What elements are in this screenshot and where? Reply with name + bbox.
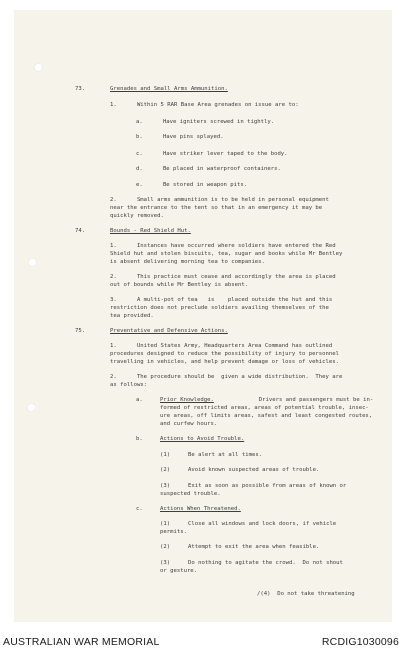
section-75-number: 75. [75, 328, 86, 334]
section-75-b-item-3-num: (3) [160, 483, 171, 489]
section-74-heading: Bounds - Red Shield Hut. [110, 228, 191, 234]
section-75-a-text-line-1: Drivers and passengers must be in- [252, 397, 374, 403]
section-75-c-item-1-cont: permits. [160, 529, 187, 535]
section-75-c-item-2-num: (2) [160, 544, 171, 550]
section-74-number: 74. [75, 228, 86, 234]
section-74-para-3-line-3: tea provided. [110, 313, 154, 319]
section-74-para-1-line-1: 1. Instances have occurred where soldiers have entered the Red [110, 243, 336, 249]
punch-hole-middle [28, 258, 37, 267]
section-74-para-3-line-2: restriction does not preclude soldiers availing themselves of the [110, 305, 329, 311]
section-75-b-item-1-text: Be alert at all times. [188, 452, 263, 458]
section-75-c-item-3-cont: or gesture. [160, 568, 198, 574]
section-75-para-1-line-3: travelling in vehicles, and help prevent damage or loss of vehicles. [110, 359, 340, 365]
punch-hole-top [34, 63, 43, 72]
section-75-heading: Preventative and Defensive Actions. [110, 328, 228, 334]
section-73-para-2-line-3: quickly removed. [110, 213, 164, 219]
section-75-c-item-3-text: Do nothing to agitate the crowd. Do not shout [188, 560, 343, 566]
section-74-para-1-line-2: Shield hut and stolen biscuits, tea, sugar and books while Mr Bentley [110, 251, 343, 257]
section-75-a-text-line-3: ure areas, off limits areas, safest and least congested routes, [160, 413, 373, 419]
section-75-para-1-line-1: 1. United States Army, Headquarters Area Command has outlined [110, 343, 333, 349]
archive-footer-right: RCDIG1030096 [321, 636, 399, 648]
section-74-para-2-line-2: out of bounds while Mr Bentley is absent. [110, 282, 249, 288]
section-75-b-item-2-num: (2) [160, 467, 171, 473]
section-75-a-text-line-2: formed of restricted areas, areas of potential trouble, insec- [160, 405, 369, 411]
section-75-b-heading: Actions to Avoid Trouble. [160, 436, 245, 442]
section-74-para-3-line-1: 3. A multi-pot of tea is placed outside the hut and this [110, 297, 333, 303]
section-73-para-2-line-2: near the entrance to the tent so that in an emergency it may be [110, 205, 323, 211]
section-75-para-2-line-2: as follows: [110, 382, 148, 388]
section-75-b-item-3-cont: suspected trouble. [160, 491, 221, 497]
section-75-c-item-3-num: (3) [160, 560, 171, 566]
archive-footer-left: AUSTRALIAN WAR MEMORIAL [3, 636, 160, 648]
continuation-note: /(4) Do not take threatening [257, 591, 355, 597]
section-75-c-heading: Actions When Threatened. [160, 506, 241, 512]
section-73-item-b: b. Have pins splayed. [136, 134, 224, 140]
punch-hole-bottom [27, 403, 36, 412]
section-75-a-heading: Prior Knowledge. [160, 397, 214, 403]
section-75-para-2-line-1: 2. The procedure should be given a wide distribution. They are [110, 374, 343, 380]
section-73-item-d: d. Be placed in waterproof containers. [136, 166, 281, 172]
section-73-para-1: 1. Within 5 RAR Base Area grenades on issue are to: [110, 102, 299, 108]
section-75-a-text-line-4: and curfew hours. [160, 421, 218, 427]
section-73-para-2-line-1: 2. Small arms ammunition is to be held in personal equipment [110, 197, 329, 203]
section-73-item-e: e. Be stored in weapon pits. [136, 182, 248, 188]
section-73-item-a: a. Have igniters screwed in tightly. [136, 119, 275, 125]
section-75-b-item-2-text: Avoid known suspected areas of trouble. [188, 467, 320, 473]
section-73-number: 73. [75, 86, 86, 92]
section-75-b-item-3-text: Exit as soon as possible from areas of known or [188, 483, 347, 489]
section-73-heading: Grenades and Small Arms Ammunition. [110, 86, 228, 92]
section-75-para-1-line-2: procedures designed to reduce the possibility of injury to personnel [110, 351, 340, 357]
section-74-para-1-line-3: is absent delivering morning tea to companies. [110, 259, 265, 265]
section-75-a-label: a. [136, 397, 143, 403]
section-75-b-label: b. [136, 436, 143, 442]
section-73-item-c: c. Have striker lever taped to the body. [136, 151, 288, 157]
section-75-b-item-1-num: (1) [160, 452, 171, 458]
section-75-c-label: c. [136, 506, 143, 512]
section-75-c-item-1-num: (1) [160, 521, 171, 527]
section-75-c-item-1-text: Close all windows and lock doors, if vehicle [188, 521, 337, 527]
section-75-c-item-2-text: Attempt to exit the area when feasible. [188, 544, 320, 550]
section-74-para-2-line-1: 2. This practice must cease and accordingly the area is placed [110, 274, 336, 280]
